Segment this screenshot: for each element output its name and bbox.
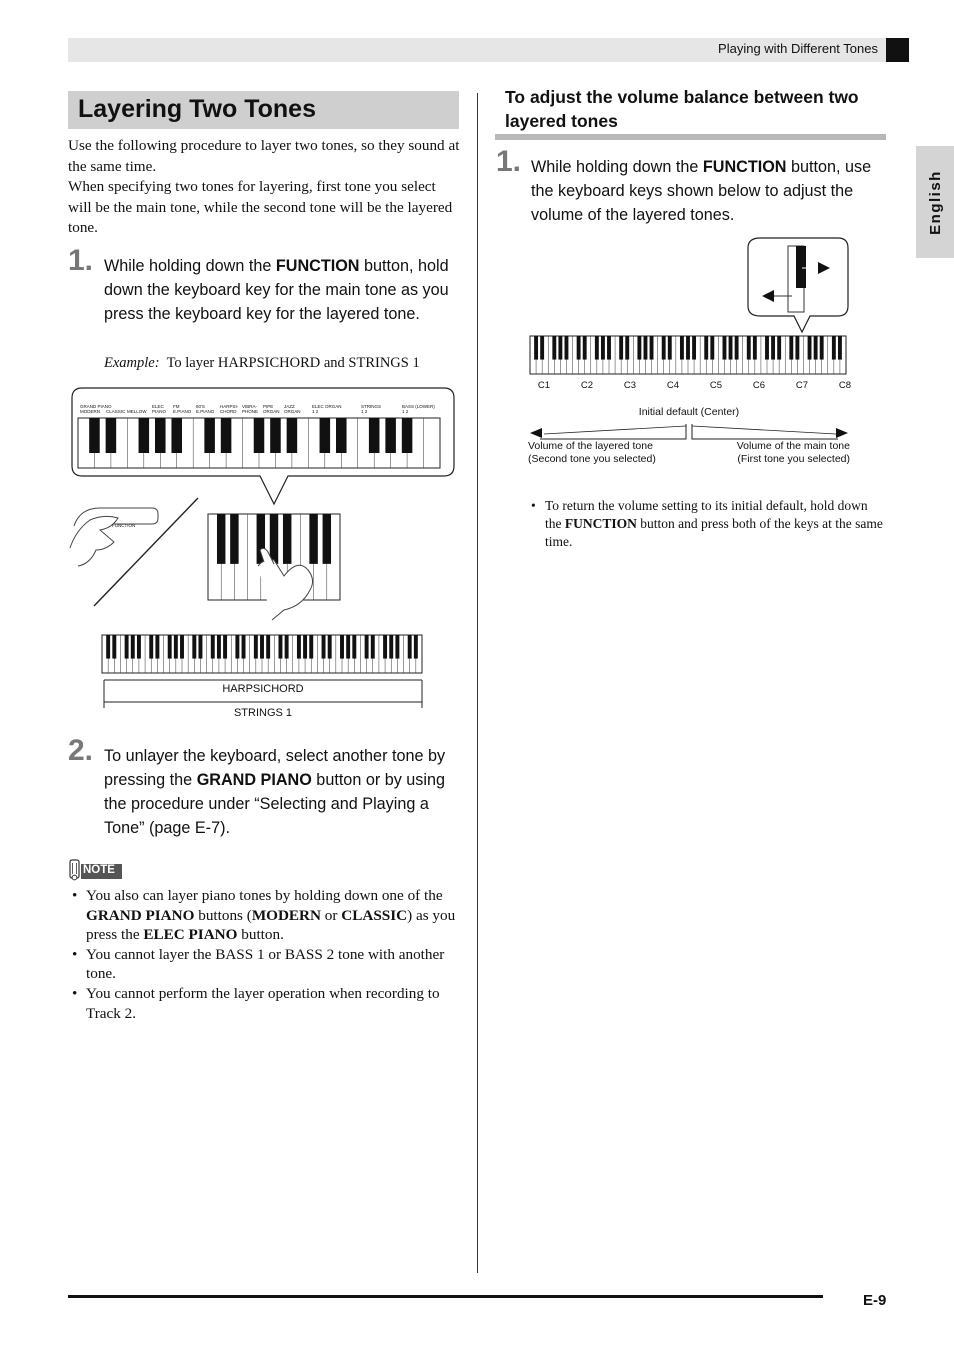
layering-figure [60,380,465,720]
black-key [254,635,258,659]
key-label: C7 [795,380,809,391]
black-key [820,336,824,360]
black-key [668,336,672,360]
black-key [223,635,227,659]
right-step-1-text: While holding down the FUNCTION button, use the keyboard keys shown below to adjust the volume of the layered tones. [531,158,872,224]
panel-label-bottom: CLASSIC [106,409,126,414]
panel-label-top: ELEC ORGAN [312,404,342,409]
black-key [765,336,769,360]
black-key [283,514,291,564]
right-bullet-list [531,497,886,550]
black-key [710,336,714,360]
key-label: C6 [752,380,766,391]
black-key [211,635,215,659]
black-key [838,336,842,360]
panel-label-bottom: MODERN [80,409,100,414]
panel-label-bottom: PIANO [152,409,167,414]
black-key [385,418,396,453]
section-title: Playing with Different Tones [718,41,878,56]
footer-rule [68,1295,823,1298]
main-slope [692,426,836,434]
black-key [369,418,380,453]
black-key [680,336,684,360]
step-1-number: 1. [68,244,94,277]
black-key [704,336,708,360]
panel-label-top: STRINGS [361,404,382,409]
black-key [371,635,375,659]
header-marker [886,38,909,62]
black-key [323,514,331,564]
black-key [309,514,317,564]
note-list [72,886,462,1023]
panel-label-top: ELEC [152,404,164,409]
panel-label-top: FM [173,404,180,409]
panel-keyboard [78,418,440,468]
black-key [171,418,182,453]
black-key [795,336,799,360]
intro-paragraph-2: When specifying two tones for layering, first tone you select will be the main tone, while the second tone will be the layered tone. [68,178,453,236]
page-title: Layering Two Tones [78,95,316,123]
black-key [221,418,232,453]
panel-label-top: JAZZ [284,404,295,409]
page-number: E-9 [863,1292,887,1309]
black-key [565,336,569,360]
black-key [601,336,605,360]
harpsichord-label: HARPSICHORD [222,683,304,695]
black-key [230,514,238,564]
black-key [729,336,733,360]
black-key [254,418,265,453]
initial-default-label: Initial default (Center) [638,406,740,418]
panel-label-bottom: E.PIANO [196,409,215,414]
separator-line [94,498,198,606]
black-key [303,635,307,659]
panel-label-top: HARPSI- [220,404,239,409]
black-key [832,336,836,360]
function-button-label: FUNCTION [275,257,360,275]
panel-label-top: GRAND PIANO [80,404,112,409]
intro-paragraph-1: Use the following procedure to layer two tones, so they sound at the same time. [68,137,460,175]
panel-label-bottom: ORGAN [284,409,301,414]
black-key [747,336,751,360]
black-key [217,635,221,659]
heading-rule [495,134,886,140]
panel-label-top: BASS (LOWER) [402,404,435,409]
black-key [408,635,412,659]
black-key [735,336,739,360]
full-keyboard [102,635,422,673]
black-key [309,635,313,659]
panel-label-bottom: MELLOW [127,409,147,414]
panel-label-bottom: 1 2 [402,409,409,414]
black-key [278,635,282,659]
black-key [217,514,225,564]
black-key [383,635,387,659]
black-key [192,635,196,659]
panel-label-bottom: 1 2 [361,409,368,414]
layered-slope [544,426,686,434]
black-key [686,336,690,360]
black-key [106,635,110,659]
black-key [285,635,289,659]
black-key [723,336,727,360]
black-key [340,635,344,659]
black-key [270,514,278,564]
column-divider [477,93,478,1273]
function-label: FUNCTION [112,523,136,528]
volume-balance-figure [520,234,860,474]
black-key [322,635,326,659]
black-key [106,418,117,453]
panel-label-top: VIBRA- [242,404,258,409]
key-label: C5 [709,380,723,391]
panel-label-top: 60'S [196,404,205,409]
key-label: C3 [623,380,637,391]
black-key [607,336,611,360]
step-2-text: To unlayer the keyboard, select another tone by pressing the GRAND PIANO button or by using the procedure under “Selecting and Playing a Tone” (page E-7). [104,747,446,837]
black-key [402,418,413,453]
right-range-arrow-icon [836,428,848,438]
key-label: C2 [580,380,594,391]
black-key [328,635,332,659]
black-key [155,635,159,659]
key-label: C4 [666,380,680,391]
note-item: • You cannot layer the BASS 1 or BASS 2 tone with another tone. [72,945,462,984]
black-key [662,336,666,360]
black-key [242,635,246,659]
black-key [540,336,544,360]
step-1-text: While holding down the FUNCTION button, hold down the keyboard key for the main tone as you press the keyboard key for the layered tone. [104,257,449,323]
panel-label-bottom: 1 2 [312,409,319,414]
section-heading: To adjust the volume balance between two layered tones [505,87,859,131]
black-key [534,336,538,360]
black-key [168,635,172,659]
black-key [320,418,331,453]
black-key [204,418,215,453]
black-key [644,336,648,360]
panel-label-bottom: ORGAN [263,409,280,414]
black-key [753,336,757,360]
grand-piano-button-label: GRAND PIANO [196,771,312,789]
strings-label: STRINGS 1 [233,707,293,719]
black-key [112,635,116,659]
panel-label-bottom: E.PIANO [173,409,192,414]
black-key [270,418,281,453]
black-key [365,635,369,659]
black-key [352,635,356,659]
hand-function [70,516,118,566]
black-key [650,336,654,360]
step-2-number: 2. [68,734,94,767]
main-range [692,424,838,439]
note-badge [68,858,124,882]
black-key [625,336,629,360]
panel-label-top: PIPE [263,404,274,409]
example-line: Example: To layer HARPSICHORD and STRINGS 1 [104,355,420,371]
black-key [260,635,264,659]
black-key [346,635,350,659]
reset-note: • To return the volume setting to its initial default, hold down the FUNCTION button and press both of the keys at the same time. [531,497,886,550]
note-item: • You also can layer piano tones by holding down one of the GRAND PIANO buttons (MODERN or CLASSIC) as you press the ELEC PIANO button. [72,886,462,945]
language-label: English [926,169,944,235]
black-key [125,635,129,659]
black-key [577,336,581,360]
black-key [287,418,298,453]
black-key [139,418,150,453]
black-key [637,336,641,360]
left-range-arrow-icon [530,428,542,438]
main-volume-caption: Volume of the main tone (First tone you selected) [736,440,850,465]
black-key [814,336,818,360]
black-key [336,418,347,453]
right-keyboard [530,336,846,374]
black-key [131,635,135,659]
panel-label-bottom: CHORD [220,409,237,414]
black-key [89,418,100,453]
black-key [174,635,178,659]
black-key [389,635,393,659]
black-key [266,635,270,659]
black-key [595,336,599,360]
black-key [789,336,793,360]
layered-range [540,424,686,439]
black-key [552,336,556,360]
black-key [297,635,301,659]
key-label: C1 [537,380,551,391]
black-key [777,336,781,360]
key-label: C8 [838,380,852,391]
note-label: NOTE [83,864,115,876]
black-key [149,635,153,659]
right-step-1-number: 1. [496,145,522,178]
black-key [155,418,166,453]
black-key [137,635,141,659]
black-key [619,336,623,360]
black-key [395,635,399,659]
black-key [180,635,184,659]
black-key [235,635,239,659]
panel-label-bottom: PHONE [242,409,259,414]
black-key [771,336,775,360]
black-key [198,635,202,659]
note-item: • You cannot perform the layer operation when recording to Track 2. [72,984,462,1023]
black-key [558,336,562,360]
black-key [808,336,812,360]
black-key [583,336,587,360]
layered-volume-caption: Volume of the layered tone (Second tone you selected) [528,440,656,465]
black-key [692,336,696,360]
black-key [414,635,418,659]
black-key-zoom [796,246,806,288]
